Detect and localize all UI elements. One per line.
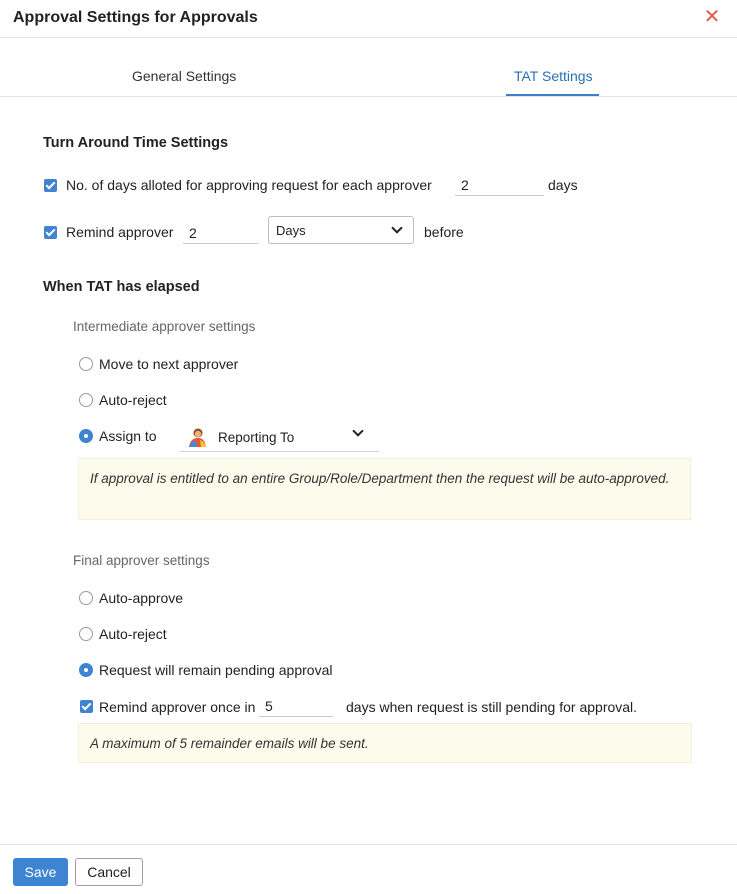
assign-to-radio[interactable] — [79, 429, 93, 443]
final-settings-title: Final approver settings — [73, 553, 210, 568]
final-auto-reject-label: Auto-reject — [99, 626, 167, 642]
tab-tat-settings[interactable]: TAT Settings — [514, 68, 593, 84]
move-next-approver-radio[interactable] — [79, 357, 93, 371]
chevron-down-icon — [352, 425, 363, 436]
intermediate-settings-title: Intermediate approver settings — [73, 319, 256, 334]
remind-approver-suffix: before — [424, 224, 464, 240]
elapsed-section-title: When TAT has elapsed — [43, 279, 200, 295]
final-auto-approve-radio[interactable] — [79, 591, 93, 605]
intermediate-auto-reject-label: Auto-reject — [99, 392, 167, 408]
dialog-header — [0, 0, 737, 38]
days-allotted-label: No. of days alloted for approving request for each approver — [66, 177, 432, 193]
remind-once-checkbox[interactable] — [80, 700, 93, 713]
remind-once-input[interactable] — [259, 695, 333, 717]
days-allotted-checkbox[interactable] — [44, 179, 57, 192]
days-allotted-input[interactable] — [455, 174, 544, 196]
remain-pending-label: Request will remain pending approval — [99, 662, 333, 678]
assign-to-select[interactable] — [180, 424, 379, 452]
remain-pending-radio[interactable] — [79, 663, 93, 677]
intermediate-note: If approval is entitled to an entire Group/Role/Department then the request will be auto-approved. — [78, 458, 691, 520]
remind-unit-select[interactable] — [268, 216, 414, 244]
remind-once-suffix: days when request is still pending for approval. — [346, 699, 638, 715]
remind-approver-checkbox[interactable] — [44, 226, 57, 239]
tat-section-title: Turn Around Time Settings — [43, 135, 229, 151]
chevron-down-icon — [391, 222, 402, 233]
remind-approver-label: Remind approver — [66, 224, 174, 240]
remind-once-label: Remind approver once in — [99, 699, 256, 715]
user-avatar-icon — [186, 427, 208, 449]
final-auto-approve-label: Auto-approve — [99, 590, 184, 606]
save-button[interactable]: Save — [13, 858, 68, 886]
remind-approver-input[interactable] — [183, 222, 258, 244]
assign-to-value: Reporting To — [218, 430, 295, 445]
move-next-approver-label: Move to next approver — [99, 356, 239, 372]
dialog-footer — [0, 844, 737, 894]
tab-bar — [0, 38, 737, 97]
active-tab-indicator — [506, 94, 599, 96]
intermediate-auto-reject-radio[interactable] — [79, 393, 93, 407]
remind-unit-value: Days — [276, 223, 306, 238]
final-note: A maximum of 5 remainder emails will be sent. — [78, 723, 692, 763]
assign-to-label: Assign to — [99, 428, 157, 444]
dialog-title: Approval Settings for Approvals — [13, 9, 258, 26]
final-auto-reject-radio[interactable] — [79, 627, 93, 641]
tab-general-settings[interactable]: General Settings — [132, 68, 237, 84]
cancel-button[interactable]: Cancel — [75, 858, 143, 886]
days-allotted-suffix: days — [548, 177, 578, 193]
close-icon[interactable]: ✕ — [703, 6, 721, 28]
